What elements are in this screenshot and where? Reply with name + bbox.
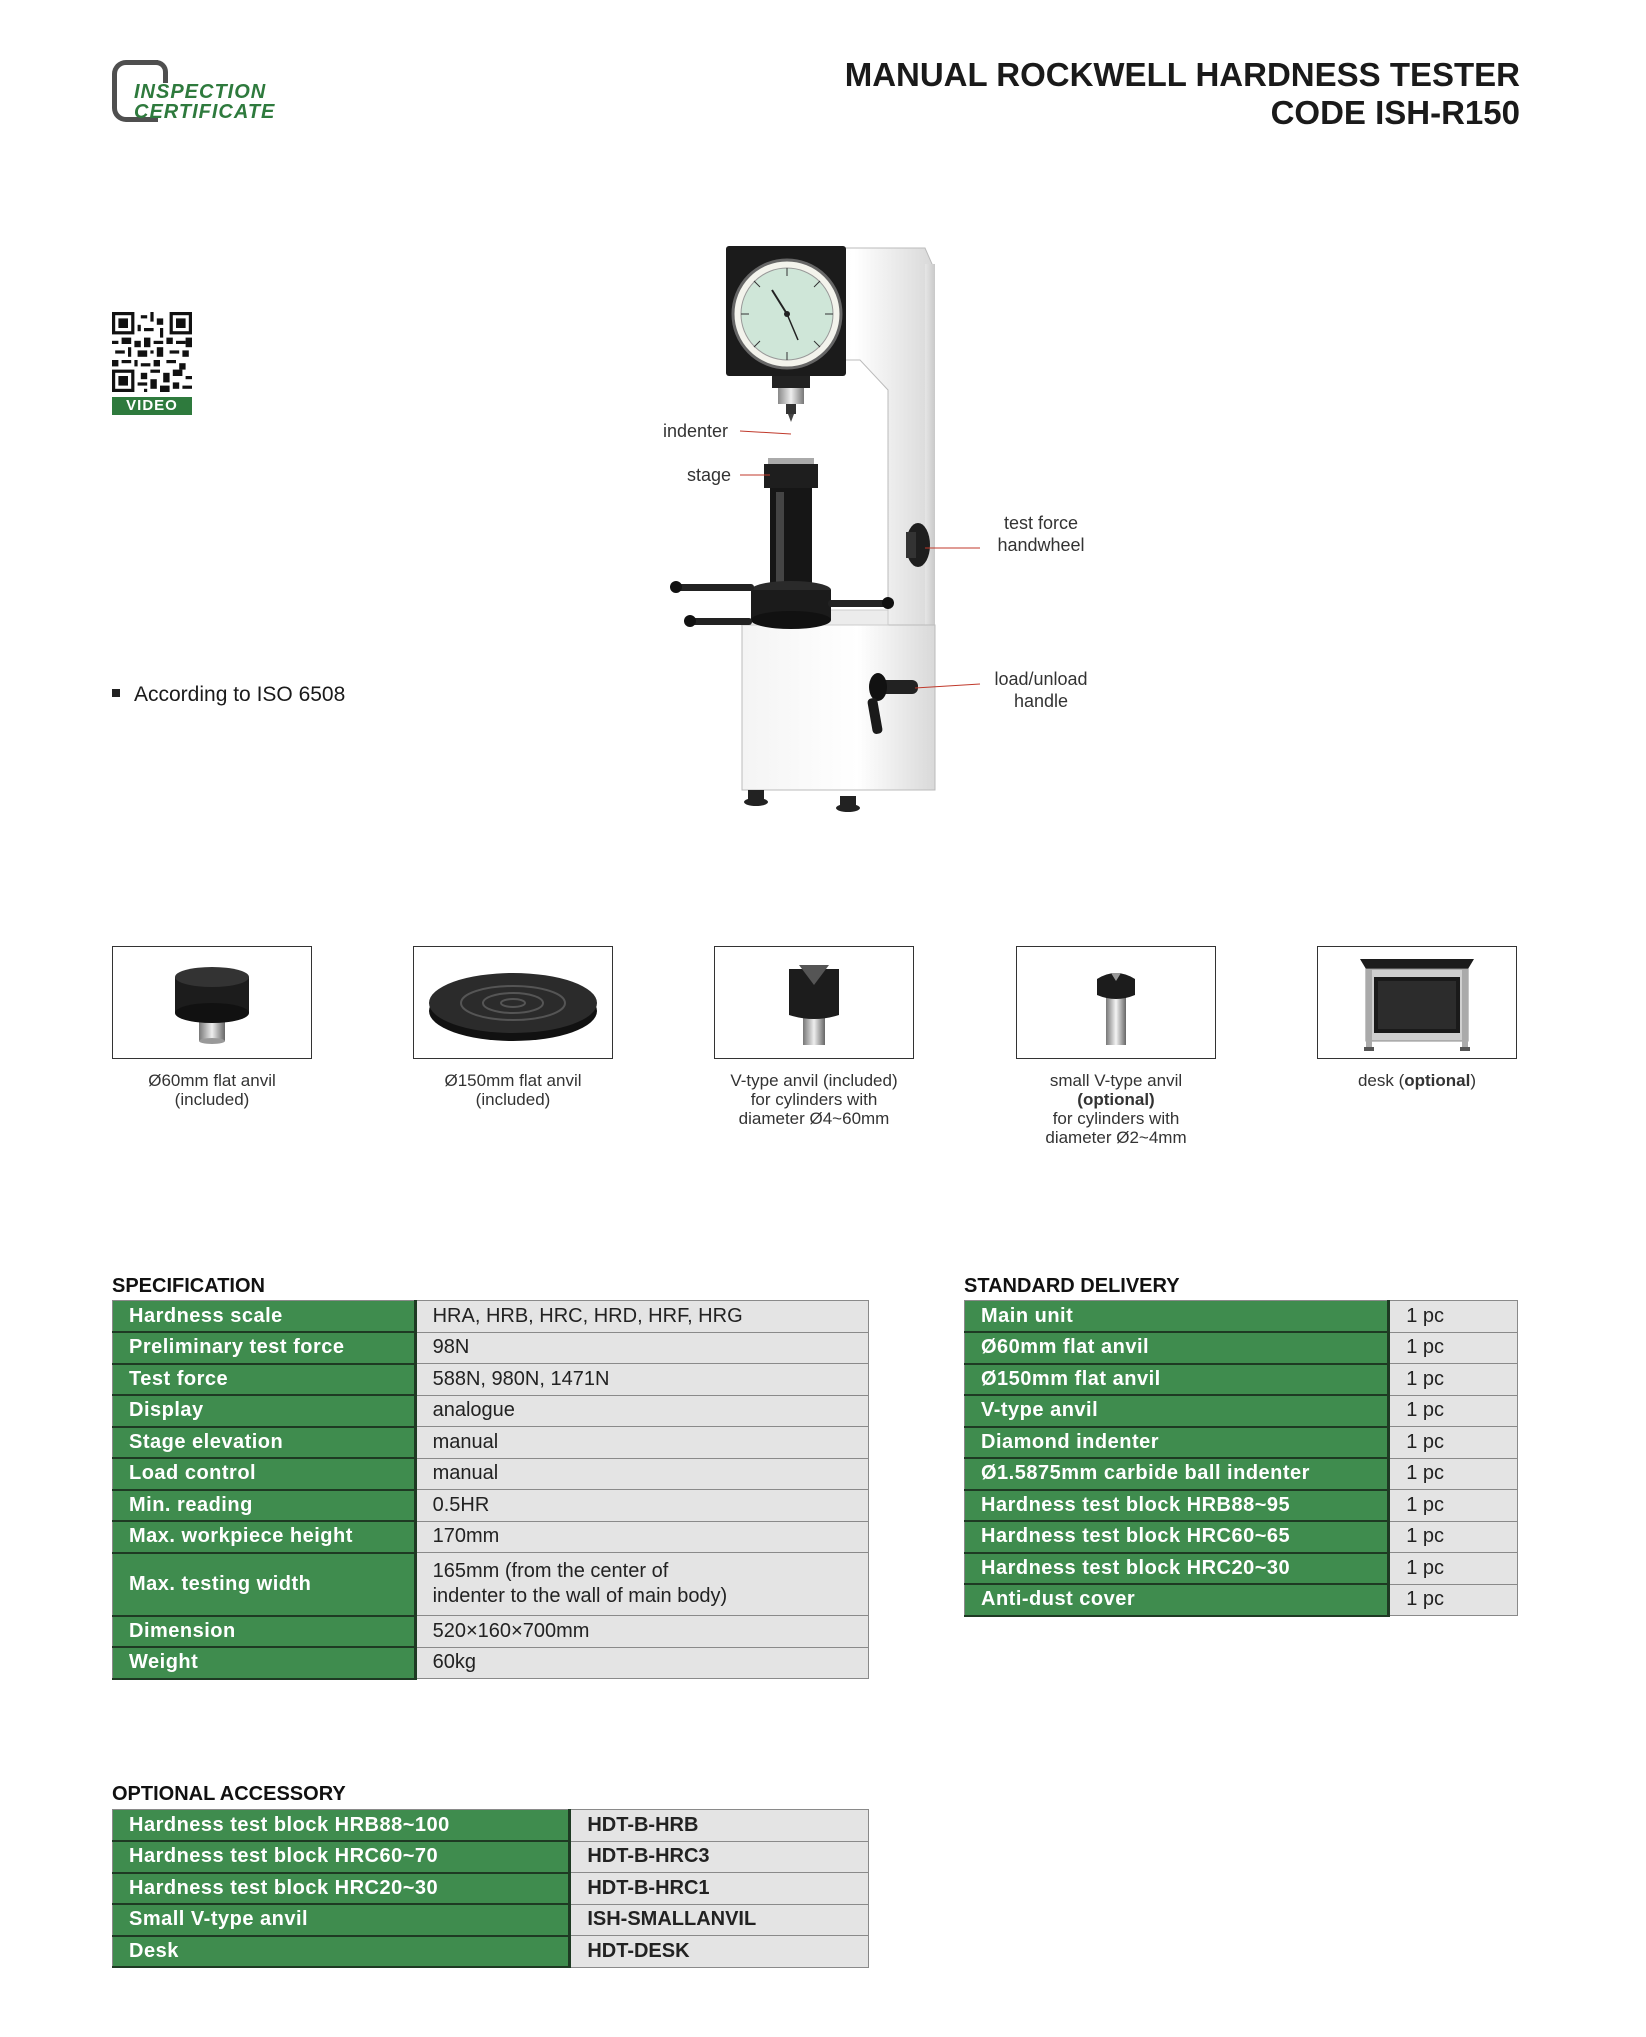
small-v-anvil-icon — [1017, 947, 1214, 1057]
standard-bullet — [112, 683, 345, 707]
table-row — [965, 1364, 1518, 1396]
row-value: 588N, 980N, 1471N — [415, 1364, 868, 1396]
row-value: HDT-B-HRB — [570, 1810, 869, 1842]
video-qr-code[interactable] — [112, 312, 192, 414]
table-row — [965, 1301, 1518, 1333]
accessory-caption-small-v-anvil — [996, 1071, 1236, 1147]
table-row — [113, 1364, 869, 1396]
table-row — [113, 1458, 869, 1490]
title-line1: MANUAL ROCKWELL HARDNESS TESTER — [844, 56, 1520, 93]
table-row — [113, 1810, 869, 1842]
table-row — [113, 1873, 869, 1905]
accessory-caption-desk — [1297, 1071, 1537, 1090]
row-value: 1 pc — [1389, 1301, 1518, 1333]
caption-line: small V-type anvil — [1049, 1071, 1183, 1090]
row-value: 520×160×700mm — [415, 1616, 868, 1648]
table-row — [113, 1553, 869, 1616]
optional-accessory-title: OPTIONAL ACCESSORY — [112, 1783, 346, 1805]
table-row — [113, 1490, 869, 1522]
table-row — [965, 1553, 1518, 1585]
callout-handwheel-line2: handwheel — [997, 535, 1085, 555]
optional-accessory-table — [112, 1809, 869, 1968]
row-value — [415, 1553, 868, 1616]
accessory-caption-150mm — [393, 1071, 633, 1109]
table-row — [113, 1616, 869, 1648]
callout-handle-line2: handle — [1013, 691, 1069, 711]
caption-line: for cylinders with — [750, 1090, 878, 1109]
accessory-image-desk — [1317, 946, 1517, 1059]
caption-line: Ø150mm flat anvil — [444, 1071, 582, 1090]
table-row — [113, 1395, 869, 1427]
row-value-line2: indenter to the wall of main body) — [432, 1585, 728, 1607]
row-key: Hardness scale — [113, 1301, 416, 1333]
row-value: HDT-B-HRC1 — [570, 1873, 869, 1905]
table-row — [965, 1584, 1518, 1616]
table-row — [965, 1521, 1518, 1553]
accessory-image-150mm-anvil — [413, 946, 613, 1059]
row-key: Anti-dust cover — [965, 1584, 1389, 1616]
row-value: 1 pc — [1389, 1584, 1518, 1616]
callout-load-handle — [986, 668, 1096, 712]
row-key: Ø1.5875mm carbide ball indenter — [965, 1458, 1389, 1490]
row-key: Max. testing width — [113, 1553, 416, 1616]
row-value: HDT-B-HRC3 — [570, 1841, 869, 1873]
desk-icon — [1318, 947, 1515, 1057]
table-row — [113, 1936, 869, 1968]
video-label: VIDEO — [112, 397, 192, 415]
table-row — [113, 1332, 869, 1364]
accessory-caption-v-anvil — [694, 1071, 934, 1128]
caption-line: V-type anvil (included) — [730, 1071, 898, 1090]
row-key: Desk — [113, 1936, 570, 1968]
row-key: Diamond indenter — [965, 1427, 1389, 1459]
row-value: HDT-DESK — [570, 1936, 869, 1968]
table-row — [965, 1458, 1518, 1490]
caption-line: diameter Ø4~60mm — [738, 1109, 890, 1128]
row-value: analogue — [415, 1395, 868, 1427]
page-title — [845, 56, 1520, 132]
v-anvil-icon — [715, 947, 912, 1057]
row-value: 1 pc — [1389, 1395, 1518, 1427]
bullet-square-icon — [112, 689, 120, 697]
row-key: Dimension — [113, 1616, 416, 1648]
specification-table — [112, 1300, 869, 1680]
table-row — [113, 1301, 869, 1333]
row-key: Hardness test block HRC60~65 — [965, 1521, 1389, 1553]
callout-handle-line1: load/unload — [994, 669, 1088, 689]
row-key: Ø150mm flat anvil — [965, 1364, 1389, 1396]
row-key: Hardness test block HRC20~30 — [965, 1553, 1389, 1585]
logo-line1: INSPECTION — [134, 81, 267, 103]
logo-line2: CERTIFICATE — [134, 101, 276, 123]
row-key: Hardness test block HRB88~95 — [965, 1490, 1389, 1522]
row-value: 0.5HR — [415, 1490, 868, 1522]
row-key: Stage elevation — [113, 1427, 416, 1459]
qr-code-icon — [112, 312, 192, 392]
row-key: Main unit — [965, 1301, 1389, 1333]
row-value: ISH-SMALLANVIL — [570, 1904, 869, 1936]
row-key: V-type anvil — [965, 1395, 1389, 1427]
brand-logo — [112, 60, 312, 126]
table-row — [113, 1427, 869, 1459]
row-key: Load control — [113, 1458, 416, 1490]
row-key: Max. workpiece height — [113, 1521, 416, 1553]
caption-suffix: ) — [1470, 1071, 1477, 1090]
row-value: 1 pc — [1389, 1553, 1518, 1585]
flat-anvil-150-icon — [414, 947, 611, 1057]
row-value: 1 pc — [1389, 1521, 1518, 1553]
row-key: Hardness test block HRB88~100 — [113, 1810, 570, 1842]
row-value: 60kg — [415, 1647, 868, 1679]
specification-title: SPECIFICATION — [112, 1275, 265, 1297]
accessory-caption-60mm — [92, 1071, 332, 1109]
caption-line: Ø60mm flat anvil — [148, 1071, 276, 1090]
caption-bold: optional — [1404, 1071, 1471, 1090]
row-value-line1: 165mm (from the center of — [432, 1560, 669, 1582]
caption-line: (included) — [174, 1090, 250, 1109]
row-value: 98N — [415, 1332, 868, 1364]
caption-prefix: desk ( — [1357, 1071, 1405, 1090]
row-key: Hardness test block HRC60~70 — [113, 1841, 570, 1873]
callout-indenter: indenter — [663, 421, 729, 441]
callout-stage: stage — [687, 465, 732, 485]
row-key: Test force — [113, 1364, 416, 1396]
caption-line: diameter Ø2~4mm — [1045, 1128, 1187, 1147]
row-key: Weight — [113, 1647, 416, 1679]
caption-line: (included) — [475, 1090, 551, 1109]
standard-delivery-title: STANDARD DELIVERY — [964, 1275, 1180, 1297]
table-row — [113, 1841, 869, 1873]
row-value: 1 pc — [1389, 1427, 1518, 1459]
title-line2: CODE ISH-R150 — [1270, 94, 1520, 131]
row-key: Display — [113, 1395, 416, 1427]
accessory-image-v-anvil — [714, 946, 914, 1059]
bullet-text: According to ISO 6508 — [134, 683, 346, 706]
row-value: 1 pc — [1389, 1458, 1518, 1490]
accessory-image-60mm-anvil — [112, 946, 312, 1059]
flat-anvil-60-icon — [113, 947, 310, 1057]
row-value: 170mm — [415, 1521, 868, 1553]
table-row — [965, 1427, 1518, 1459]
row-value: HRA, HRB, HRC, HRD, HRF, HRG — [415, 1301, 868, 1333]
table-row — [965, 1332, 1518, 1364]
callout-handwheel — [986, 512, 1096, 556]
row-value: 1 pc — [1389, 1332, 1518, 1364]
row-key: Min. reading — [113, 1490, 416, 1522]
standard-delivery-table — [964, 1300, 1518, 1617]
table-row — [113, 1904, 869, 1936]
row-value: manual — [415, 1458, 868, 1490]
table-row — [113, 1521, 869, 1553]
row-value: 1 pc — [1389, 1490, 1518, 1522]
caption-line-bold: (optional) — [1077, 1090, 1155, 1109]
row-key: Small V-type anvil — [113, 1904, 570, 1936]
row-key: Hardness test block HRC20~30 — [113, 1873, 570, 1905]
caption-line: for cylinders with — [1052, 1109, 1180, 1128]
row-value: manual — [415, 1427, 868, 1459]
row-value: 1 pc — [1389, 1364, 1518, 1396]
row-key: Preliminary test force — [113, 1332, 416, 1364]
callout-handwheel-line1: test force — [1003, 513, 1079, 533]
accessory-image-small-v-anvil — [1016, 946, 1216, 1059]
table-row — [113, 1647, 869, 1679]
row-key: Ø60mm flat anvil — [965, 1332, 1389, 1364]
table-row — [965, 1395, 1518, 1427]
table-row — [965, 1490, 1518, 1522]
